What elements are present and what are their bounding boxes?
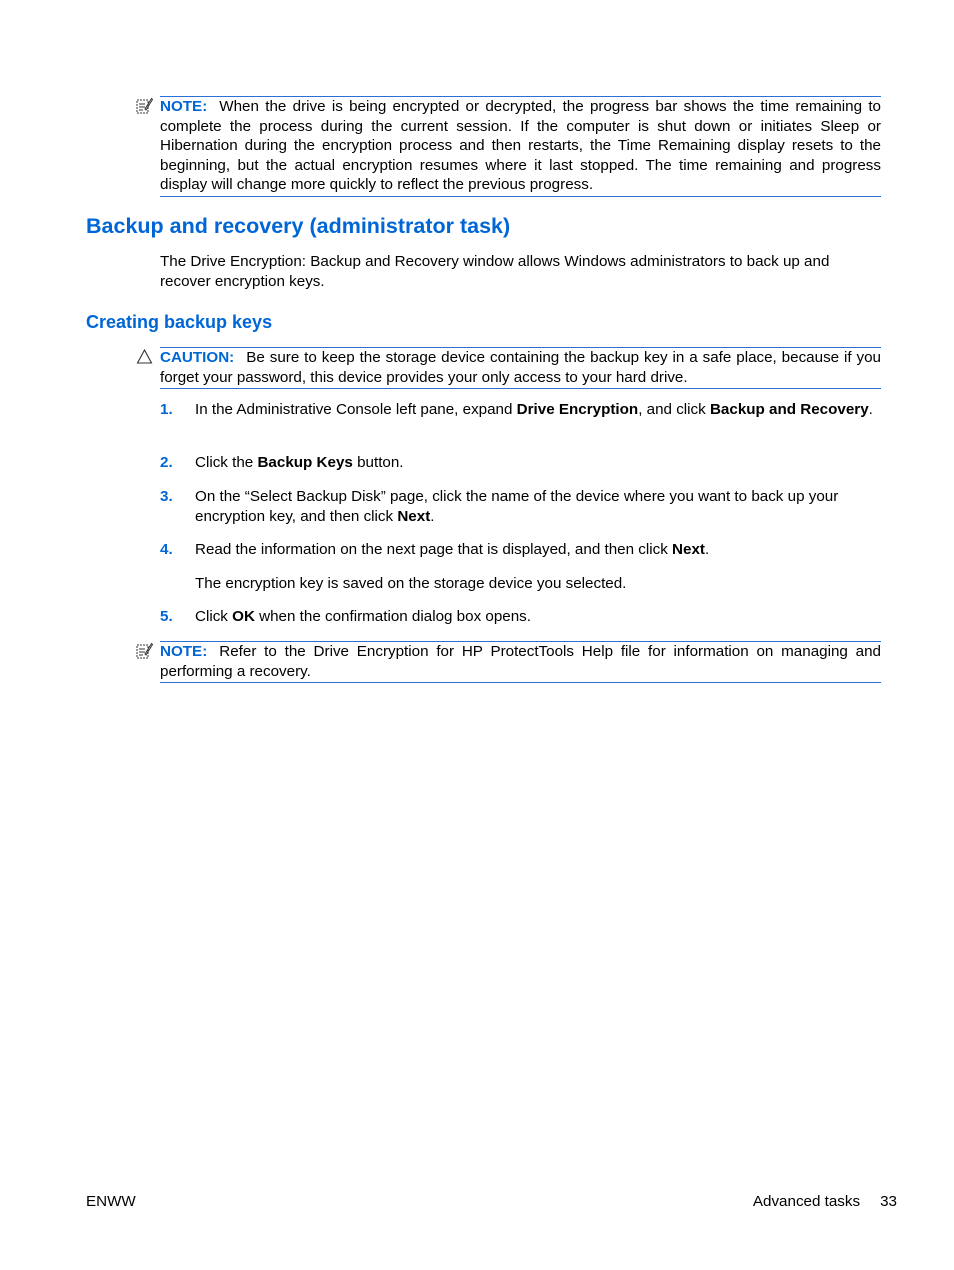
step-number: 5. (160, 608, 173, 625)
caution-box (160, 347, 881, 389)
step-followup: The encryption key is saved on the storage device you selected. (195, 575, 627, 592)
step-text: In the Administrative Console left pane, expand Drive Encryption, and click Backup and Recovery. (195, 401, 873, 418)
caution-label: CAUTION: (160, 349, 235, 366)
step-text: Read the information on the next page that is displayed, and then click Next. (195, 541, 710, 558)
step-text: Click the Backup Keys button. (195, 454, 404, 471)
caution-text: Be sure to keep the storage device containing the backup key in a safe place, because if you forget your password, this device provides your only access to your hard drive. (160, 349, 881, 386)
step-number: 3. (160, 488, 173, 505)
note-label: NOTE: (160, 643, 208, 660)
footer-left: ENWW (86, 1193, 136, 1210)
section-heading: Backup and recovery (administrator task) (86, 214, 511, 238)
page-number: 33 (880, 1193, 897, 1210)
subsection-heading: Creating backup keys (86, 312, 273, 332)
section-intro: The Drive Encryption: Backup and Recovery window allows Windows administrators to back up and recover encryption keys. (160, 253, 830, 290)
step-number: 4. (160, 541, 173, 558)
caution-icon (136, 348, 153, 365)
note-box (160, 96, 881, 197)
footer-right (753, 1192, 897, 1212)
note-icon (136, 642, 153, 659)
note-text: When the drive is being encrypted or decrypted, the progress bar shows the time remaining to complete the process during the current session. If the computer is shut down or initiates Sleep or Hibernation during the encryption process and then restarts, the Time Remaining display resets to the beginning, but the actual encryption resumes where it last stopped. The time remaining and progress display will change more quickly to reflect the previous progress. (160, 98, 881, 193)
note-text: Refer to the Drive Encryption for HP ProtectTools Help file for information on managing and performing a recovery. (160, 643, 881, 680)
note-icon (136, 97, 153, 114)
step-text: On the “Select Backup Disk” page, click the name of the device where you want to back up your encryption key, and then click Next. (195, 488, 839, 525)
footer-section: Advanced tasks (752, 1193, 861, 1210)
note-label: NOTE: (160, 98, 208, 115)
step-number: 2. (160, 454, 173, 471)
step-text: Click OK when the confirmation dialog box opens. (195, 608, 531, 625)
note-box (160, 641, 881, 683)
step-number: 1. (160, 401, 173, 418)
